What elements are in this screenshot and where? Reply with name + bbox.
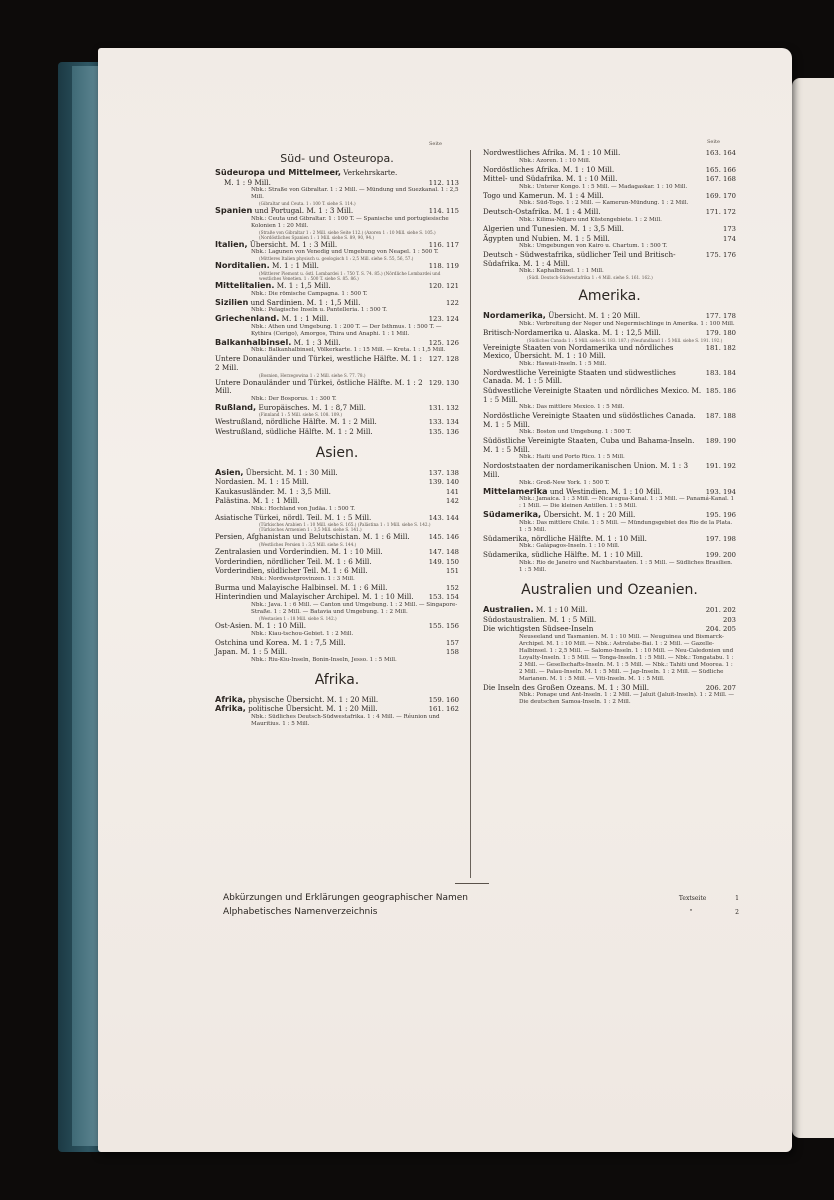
entry-title [483,386,706,404]
entry-pages: 193. 194 [705,487,736,496]
entry-title [215,704,429,714]
entry-pages: 173 [723,224,736,233]
entry-pages: 127. 128 [428,355,459,364]
entry-pages: 147. 148 [428,548,459,557]
entry-title [215,566,446,576]
entry-description: Algerien und Tunesien. M. 1 : 3,5 Mill. [483,223,624,233]
entry-pages: 183. 184 [705,368,736,377]
index-entry [483,191,736,201]
index-entry [215,704,459,714]
entry-title [215,168,459,178]
entry-bold-title: Südamerika, [483,509,542,520]
entry-title [215,583,446,593]
entry-title [483,311,706,321]
entry-title [215,281,429,291]
entry-description: physische Übersicht. M. 1 : 20 Mill. [245,694,379,704]
inset-map-note: Nbk.: Kaphalbinsel. 1 : 1 Mill. [519,268,604,275]
index-entry [215,647,459,657]
inset-map-note: Nbk.: Boston und Umgebung. 1 : 500 T. [519,429,632,436]
entry-bold-title: Afrika, [215,693,246,704]
inset-map-note: Nbk.: Verbreitung der Neger und Negermischlinge in Amerika. 1 : 100 Mill. [519,320,735,327]
entry-title [483,436,706,454]
index-entry [215,168,459,178]
entry-title [215,354,429,372]
entry-title [483,224,723,234]
right-column [483,148,736,706]
bottom-entry-page: 2 [735,909,739,916]
facing-page [792,78,834,1138]
entry-pages: 143. 144 [428,513,459,522]
entry-bold-title: Afrika, [215,703,246,714]
entry-pages: 181. 182 [705,343,736,352]
entry-description: und Portugal. M. 1 : 3 Mill. [252,206,354,216]
entry-description: Persien, Afghanistan und Belutschistan. M. 1 : 6 Mill. [215,532,410,542]
entry-description: Mittel- und Südafrika. M. 1 : 10 Mill. [483,174,618,184]
index-entry [483,165,736,175]
index-entry [483,436,736,454]
bottom-entry-page: 1 [735,895,739,902]
entry-pages: 167. 168 [705,175,736,184]
inset-map-note: Nbk.: Balkanhalbinsel, Völkerkarte. 1 : 15 Mill. — Kreta. 1 : 1,5 Mill. [251,347,446,354]
entry-pages: 139. 140 [428,478,459,487]
index-entry [483,386,736,404]
entry-title [483,191,706,201]
entry-pages: 114. 115 [428,207,459,216]
index-entry [215,477,459,487]
entry-bold-title: Rußland, [215,401,257,412]
inset-map-note: Nbk.: Das mittlere Mexico. 1 : 5 Mill. [519,404,625,411]
entry-pages: 169. 170 [705,191,736,200]
entry-bold-title: Mittelamerika [483,485,548,496]
entry-title [215,532,429,542]
entry-pages: 135. 136 [428,427,459,436]
entry-pages: 142 [446,497,459,506]
entry-description: Ostchina und Korea. M. 1 : 7,5 Mill. [215,637,346,647]
entry-pages: 165. 166 [705,165,736,174]
inset-map-note: Nbk.: Das mittlere Chile. 1 : 5 Mill. — Mündungsgebiet des Rio de la Plata. 1 : 5 Mill. [519,519,733,533]
index-entry [483,624,736,634]
column-divider [470,150,471,878]
entry-title [483,411,706,429]
inset-map-note: Nbk.: Rio de Janeiro und Nachbarstaaten. 1 : 5 Mill. — Südliches Brasilien. 1 : 5 Mill. [519,560,733,574]
entry-title [215,513,429,523]
entry-description: Japan. M. 1 : 5 Mill. [215,647,288,657]
entry-description: Untere Donauländer und Türkei, westliche Hälfte. M. 1 : 2 Mill. [215,354,422,372]
entry-title [215,261,429,271]
index-entry [215,427,459,437]
entry-pages: 206. 207 [705,683,736,692]
inset-map-note: Nbk.: Die römische Campagna. 1 : 500 T. [251,290,368,297]
entry-description: M. 1 : 3 Mill. [291,337,341,347]
entry-title [215,621,429,631]
entry-description: Zentralasien und Vorderindien. M. 1 : 10 Mill. [215,547,383,557]
bottom-entry-label: " [689,909,693,916]
inset-map-note: Nbk.: Java. 1 : 6 Mill. — Canton und Umgebung. 1 : 2 Mill. — Singapore-Straße. 1 : 2 Mill. — Batavia und Umgebung. 1 : 2 Mill. [251,602,458,616]
inset-map-note: Nbk.: Süd-Togo. 1 : 2 Mill. — Kamerun-Mündung. 1 : 2 Mill. [519,200,689,207]
entry-bold-title: Norditalien. [215,260,270,271]
entry-bold-title: Nordamerika, [483,310,546,321]
entry-description: Übersicht. M. 1 : 20 Mill. [541,510,636,520]
entry-title [215,206,429,216]
index-entry [215,638,459,648]
entry-title [483,165,706,175]
entry-title [215,378,429,396]
index-entry [215,557,459,567]
entry-description: Übersicht. M. 1 : 30 Mill. [243,467,338,477]
section-rule [455,883,489,884]
entry-title [483,174,706,184]
inset-map-note: Nbk.: Athen und Umgebung. 1 : 200 T. — Der Isthmus. 1 : 500 T. — Kythira (Cerigo), Amorgos, Thira und Anaphi. 1 : 1 Mill. [251,323,442,337]
entry-bold-title: Balkanhalbinsel. [215,336,292,347]
index-entry [215,338,459,348]
entry-description: Südamerika, südliche Hälfte. M. 1 : 10 Mill. [483,550,643,560]
cross-reference-note: (Gibraltar und Ceuta. 1 : 100 T. siehe S. 114.) [259,201,356,207]
entry-title [483,328,706,338]
entry-pages: 161. 162 [428,705,459,714]
inset-map-note: Nbk.: Jamaica. 1 : 3 Mill. — Nicaragua-Kanal. 1 : 3 Mill. — Panamá-Kanal. 1 : 1 Mill. — Die kleinen Antillen. 1 : 5 Mill. [519,496,735,510]
book-spine-edge [72,66,98,1146]
cross-reference-note: (Türkisches Arabien 1 : 10 Mill. siehe S. 165.) (Palästina 1 : 1 Mill. siehe S. 142.) [259,522,431,528]
entry-pages: 133. 134 [428,418,459,427]
cross-reference-note: (Mittlerer Piemont u. östl. Lombardei 1 : 750 T. S. 74. 85.) (Nördliche Lombardei und westliches Venetien. 1 : 500 T. siehe S. 85. 86.) [259,270,441,281]
entry-title [215,314,429,324]
inset-map-note: Nbk.: Kilima-Ndjaro und Küstengebiete. 1 : 2 Mill. [519,216,662,223]
inset-map-note: Nbk.: Riu-Kiu-Inseln, Bonin-Inseln, Jesso. 1 : 5 Mill. [251,656,397,663]
left-column [215,150,459,728]
index-entry [483,683,736,693]
entry-title [483,624,706,634]
entry-title [483,343,706,361]
entry-pages: 174 [723,234,736,243]
entry-pages: 177. 178 [705,312,736,321]
entry-pages: 149. 150 [428,557,459,566]
entry-pages: 175. 176 [705,251,736,260]
inset-map-note: Nbk.: Ponape und Ant-Inseln. 1 : 2 Mill. — Jaluit (Jaluit-Inseln). 1 : 2 Mill. — Die deutschen Samoa-Inseln. 1 : 2 Mill. [519,692,735,706]
entry-pages: 159. 160 [428,695,459,704]
cross-reference-note: (Westliches Persien 1 : 3,5 Mill. siehe S. 144.) [259,542,357,548]
seite-label-right: Seite [707,139,720,145]
entry-description: Palästina. M. 1 : 1 Mill. [215,496,300,506]
index-entry [483,148,736,158]
entry-pages: 158 [446,648,459,657]
bottom-entry-text: Alphabetisches Namenverzeichnis [223,907,378,917]
bottom-entry-1 [223,893,739,903]
entry-pages: 120. 121 [428,281,459,290]
inset-map-note: Nbk.: Nordwestprovinzen. 1 : 3 Mill. [251,575,355,582]
entry-description: M. 1 : 9 Mill. [224,177,271,187]
entry-bold-title: Spanien [215,205,253,216]
entry-title [483,461,706,479]
entry-pages: 112. 113 [428,178,459,187]
entry-bold-title: Italien, [215,238,248,249]
section-heading: Süd- und Osteuropa. [280,152,394,165]
entry-title [483,487,706,497]
entry-title [224,178,429,188]
inset-map-note: Nbk.: Unterer Kongo. 1 : 5 Mill. — Madagaskar. 1 : 10 Mill. [519,183,688,190]
entry-title [215,496,446,506]
entry-pages: 157 [446,638,459,647]
entry-bold-title: Asien, [215,466,244,477]
entry-description: Britisch-Nordamerika u. Alaska. M. 1 : 12,5 Mill. [483,327,661,337]
entry-description: M. 1 : 1 Mill. [279,314,329,324]
entry-description: Ägypten und Nubien. M. 1 : 5 Mill. [483,233,610,243]
entry-title [483,234,723,244]
entry-title [215,547,429,557]
entry-title [483,615,723,625]
entry-description: Togo und Kamerun. M. 1 : 4 Mill. [483,190,604,200]
cross-reference-note: (Bosnien, Herzegowina 1 : 2 Mill. siehe S. 77. 78.) [259,372,366,378]
index-entry [215,281,459,291]
entry-title [483,510,706,520]
index-entry [483,224,736,234]
inset-map-note: Nbk.: Hochland von Judäa. 1 : 500 T. [251,505,356,512]
entry-description: Südamerika, nördliche Hälfte. M. 1 : 10 Mill. [483,533,647,543]
index-entry [215,178,459,188]
index-entry [483,250,736,268]
index-entry [483,615,736,625]
entry-pages: 152 [446,583,459,592]
index-entry [483,174,736,184]
entry-description: Nordöstliches Afrika. M. 1 : 10 Mill. [483,164,615,174]
entry-title [215,403,429,413]
entry-description: M. 1 : 1,5 Mill. [274,280,331,290]
entry-description: Die wichtigsten Südsee-Inseln [483,624,594,634]
index-entry [483,328,736,338]
entry-description: Südostaustralien. M. 1 : 5 Mill. [483,614,597,624]
entry-description: Südöstliche Vereinigte Staaten, Cuba und Bahama-Inseln. M. 1 : 5 Mill. [483,436,695,454]
entry-description: Westrußland, südliche Hälfte. M. 1 : 2 Mill. [215,426,373,436]
index-entry [483,487,736,497]
index-entry [215,532,459,542]
entry-description: Deutsch-Ostafrika. M. 1 : 4 Mill. [483,207,601,217]
index-entry [483,461,736,479]
inset-map-note: Neuseeland und Tasmanien. M. 1 : 10 Mill. — Neuguinea und Bismarck-Archipel. M. 1 : 10 Mill. — Nbk.: Astrolabe-Bai. 1 : 2 Mill. — Gazelle-Halbinsel. 1 : 2,5 Mill. — Salomo-Inseln. 1 : 10 Mill. — Neu-Caledonien und Loyalty-Inseln. 1 : 5 Mill. — Tonga-Inseln. 1 : 5 Mill. — Nbk.: Tongatabu. 1 : 2 Mill. — Gesellschafts-Inseln. M. 1 : 5 Mill. — Nbk.: Tahiti und Moorea. 1 : 2 Mill. — Palau-Inseln. M. 1 : 5 Mill. — Jap-Inseln. 1 : 2 Mill. — Südliche Marianen. M. 1 : 5 Mill. — Viti-Inseln. M. 1 : 5 Mill. [519,633,734,682]
entry-bold-title: Mittelitalien. [215,279,275,290]
index-entry [215,240,459,250]
entry-description: Deutsch - Südwestafrika, südlicher Teil und Britisch-Südafrika. M. 1 : 4 Mill. [483,250,676,268]
index-entry [215,547,459,557]
entry-title [483,368,706,386]
index-entry [215,354,459,372]
entry-title [215,338,429,348]
entry-pages: 118. 119 [428,262,459,271]
entry-description: Verkehrskarte. [340,168,398,177]
entry-title [215,592,429,602]
entry-title [483,683,706,693]
entry-pages: 203 [723,615,736,624]
inset-map-note: Nbk.: Hawaii-Inseln. 1 : 5 Mill. [519,360,607,367]
entry-pages: 131. 132 [428,403,459,412]
entry-pages: 123. 124 [428,315,459,324]
inset-map-note: Nbk.: Straße von Gibraltar. 1 : 2 Mill. — Mündung und Suezkanal. 1 : 2,5 Mill. [251,187,459,201]
entry-description: Europäisches. M. 1 : 8,7 Mill. [256,402,366,412]
section-heading: Australien und Ozeanien. [521,582,698,599]
entry-description: Westrußland, nördliche Hälfte. M. 1 : 2 Mill. [215,417,377,427]
index-entry [215,298,459,308]
index-entry [483,207,736,217]
cross-reference-note: (Nordöstliches Spanien 1 : 1 Mill. siehe S. 89, 90, 94.) [259,234,374,240]
seite-label-left: Seite [429,141,442,147]
entry-bold-title: Griechenland. [215,313,280,324]
index-entry [483,234,736,244]
entry-description: Kaukasusländer. M. 1 : 3,5 Mill. [215,486,331,496]
entry-bold-title: Sizilien [215,296,249,307]
inset-map-note: Nbk.: Groß-New York. 1 : 500 T. [519,479,610,486]
entry-description: Nordöstliche Vereinigte Staaten und südöstliches Canada. M. 1 : 5 Mill. [483,411,696,429]
entry-description: Vereinigte Staaten von Nordamerika und nördliches Mexico, Übersicht. M. 1 : 10 Mill. [483,342,674,361]
entry-pages: 129. 130 [428,378,459,387]
index-entry [483,605,736,615]
entry-pages: 199. 200 [705,551,736,560]
entry-description: Nordwestliche Vereinigte Staaten und südwestliches Canada. M. 1 : 5 Mill. [483,367,676,386]
inset-map-note: Nbk.: Kiau-tschou-Gebiet. 1 : 2 Mill. [251,630,354,637]
entry-pages: 137. 138 [428,468,459,477]
entry-title [215,468,429,478]
index-entry [483,411,736,429]
entry-description: Vorderindien, nördlicher Teil. M. 1 : 6 Mill. [215,556,372,566]
entry-description: Ost-Asien. M. 1 : 10 Mill. [215,621,306,631]
index-entry [215,592,459,602]
entry-description: Nordasien. M. 1 : 15 Mill. [215,477,309,487]
entry-description: M. 1 : 1 Mill. [269,261,319,271]
cross-reference-note: (Westasien 1 : 18 Mill. siehe S. 142.) [259,616,337,622]
entry-bold-title: Südeuropa und Mittelmeer, [215,167,341,177]
index-entry [483,534,736,544]
section-heading: Afrika. [314,671,360,688]
entry-pages: 153. 154 [428,593,459,602]
entry-title [215,427,429,437]
index-entry [215,378,459,396]
entry-title [215,557,429,567]
entry-title [483,550,706,560]
index-entry [215,403,459,413]
entry-description: Übersicht. M. 1 : 20 Mill. [545,311,641,321]
index-entry [483,510,736,520]
entry-pages: 189. 190 [705,437,736,446]
entry-description: Burma und Malayische Halbinsel. M. 1 : 6 Mill. [215,582,388,592]
entry-bold-title: Australien. [483,604,534,615]
entry-pages: 204. 205 [705,625,736,634]
index-entry [215,566,459,576]
entry-pages: 201. 202 [705,606,736,615]
entry-description: M. 1 : 10 Mill. [533,605,588,615]
bottom-entry-2 [223,907,739,917]
index-entry [215,417,459,427]
inset-map-note: Nbk.: Haiti und Porto Rico. 1 : 5 Mill. [519,454,625,461]
bottom-entry-text: Abkürzungen und Erklärungen geographischer Namen [223,893,468,903]
entry-pages: 191. 192 [705,462,736,471]
entry-description: Vorderindien, südlicher Teil. M. 1 : 6 Mill. [215,566,368,576]
cross-reference-note: (Straße von Gibraltar 1 : 2 Mill. siehe Seite 112.) (Azoren 1 : 10 Mill. siehe S. 105.) [259,229,436,235]
cross-reference-note: (Südl. Deutsch-Südwestafrika 1 : 4 Mill. siehe S. 161. 162.) [527,275,653,281]
section-heading: Amerika. [578,288,641,305]
inset-map-note: Nbk.: Lagunen von Venedig und Umgebung von Neapel. 1 : 500 T. [251,249,439,256]
entry-pages: 155. 156 [428,622,459,631]
index-entry [215,487,459,497]
index-entry [215,621,459,631]
entry-description: Hinterindien und Malayischer Archipel. M. 1 : 10 Mill. [215,592,414,602]
inset-map-note: Nbk.: Galápagos-Inseln. 1 : 10 Mill. [519,543,620,550]
entry-pages: 141 [446,487,459,496]
index-entry [215,513,459,523]
inset-map-note: Nbk.: Pelagische Inseln u. Pantelleria. 1 : 500 T. [251,307,388,314]
entry-pages: 125. 126 [428,338,459,347]
index-entry [483,311,736,321]
entry-title [215,240,429,250]
index-entry [215,695,459,705]
entry-description: und Sardinien. M. 1 : 1,5 Mill. [248,297,361,307]
entry-description: und Westindien. M. 1 : 10 Mill. [547,486,663,496]
entry-pages: 151 [446,567,459,576]
entry-pages: 187. 188 [705,412,736,421]
entry-title [215,298,446,308]
entry-description: Nordoststaaten der nordamerikanischen Union. M. 1 : 3 Mill. [483,461,689,480]
entry-pages: 163. 164 [705,149,736,157]
entry-title [215,417,429,427]
entry-title [483,207,706,217]
section-heading: Asien. [315,444,359,461]
index-entry [215,261,459,271]
inset-map-note: Nbk.: Der Bosporus. 1 : 300 T. [251,395,337,402]
entry-description: Übersicht. M. 1 : 3 Mill. [247,239,338,249]
index-entry [215,314,459,324]
index-entry [483,343,736,361]
entry-description: Südwestliche Vereinigte Staaten und nördliches Mexico. M. 1 : 5 Mill. [483,385,702,404]
entry-description: politische Übersicht. M. 1 : 20 Mill. [245,704,378,714]
cross-reference-note: (Finnland 1 : 5 Mill. siehe S. 108. 109.) [259,412,342,418]
inset-map-note: Nbk.: Azoren. 1 : 10 Mill. [519,157,591,164]
entry-pages: 197. 198 [705,534,736,543]
entry-title [215,638,446,648]
entry-title [483,148,706,158]
index-entry [483,368,736,386]
entry-title [483,605,706,615]
entry-pages: 171. 172 [705,208,736,217]
bottom-entry-label: Textseite [678,895,707,902]
entry-pages: 145. 146 [428,533,459,542]
index-entry [483,550,736,560]
index-entry [215,496,459,506]
entry-description: Nordwestliches Afrika. M. 1 : 10 Mill. [483,148,621,157]
index-entry [215,583,459,593]
entry-pages: 122 [446,298,459,307]
entry-description: Asiatische Türkei, nördl. Teil. M. 1 : 5 Mill. [215,512,372,522]
entry-pages: 116. 117 [428,240,459,249]
inset-map-note: Nbk.: Südliches Deutsch-Südwestafrika. 1 : 4 Mill. — Réunion und Mauritius. 1 : 5 Mill. [251,714,440,727]
inset-map-note: Nbk.: Umgebungen von Kairo u. Chartum. 1 : 500 T. [519,243,668,250]
entry-description: Untere Donauländer und Türkei, östliche Hälfte. M. 1 : 2 Mill. [215,377,423,396]
entry-pages: 195. 196 [705,511,736,520]
entry-description: Die Inseln des Großen Ozeans. M. 1 : 30 Mill. [483,682,650,692]
cross-reference-note: (Mittleres Italien physisch u. geologisch 1 : 2,5 Mill. siehe S. 55, 56, 57.) [259,256,414,262]
entry-title [483,250,706,268]
entry-pages: 185. 186 [705,386,736,395]
entry-title [215,695,429,705]
index-entry [215,468,459,478]
cross-reference-note: (Südliches Canada 1 : 5 Mill. siehe S. 183. 187.) (Neufundland 1 : 5 Mill. siehe S. 191. 192.) [527,337,723,343]
entry-title [483,534,706,544]
entry-title [215,477,429,487]
entry-title [215,487,446,497]
cross-reference-note: (Türkisches Armenien 1 : 3,5 Mill. siehe S. 141.) [259,527,362,533]
index-entry [215,206,459,216]
inset-map-note: Nbk.: Ceuta und Gibraltar. 1 : 100 T. — Spanische und portugiesische Kolonien 1 : 20 Mill. [251,215,449,229]
entry-title [215,647,446,657]
entry-pages: 179. 180 [705,328,736,337]
